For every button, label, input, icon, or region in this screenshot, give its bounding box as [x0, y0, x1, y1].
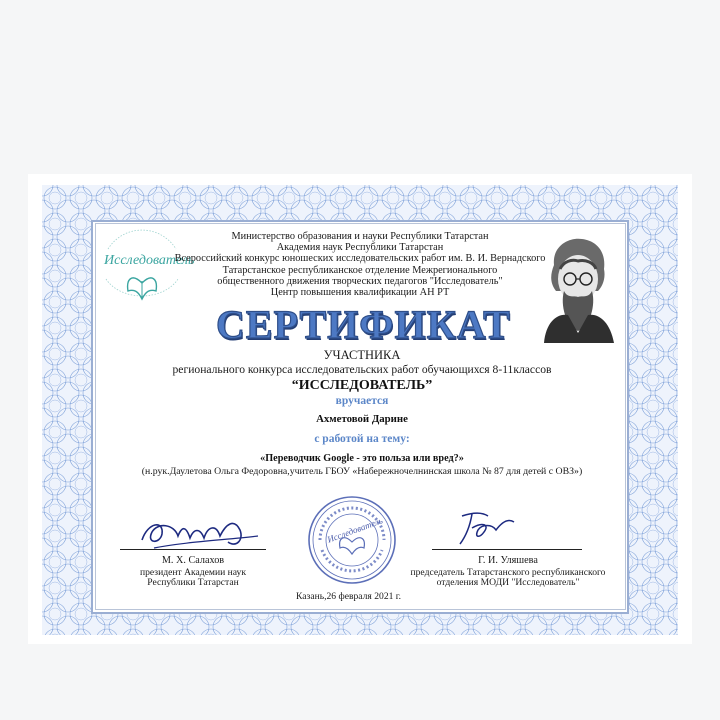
- header-line: Всероссийский конкурс юношеских исследовательских работ им. В. И. Вернадского: [174, 253, 546, 265]
- left-signature-graphic: [134, 510, 264, 554]
- header-line: общественного движения творческих педагогов "Исследователь": [217, 275, 503, 287]
- logo-text: Исследователь: [104, 253, 195, 268]
- supervisor-info: (н.рук.Даулетова Ольга Федоровна,учитель ГБОУ «Набережночелнинская школа № 87 для детей с ОВЗ»): [141, 466, 583, 477]
- header-block: [150, 231, 570, 298]
- participant-label: УЧАСТНИКА: [323, 348, 401, 362]
- header-line: Татарстанское республиканское отделение Межрегионального: [222, 264, 498, 276]
- right-signature-line: [432, 549, 582, 550]
- right-signatory-role: отделения МОДИ "Исследователь": [436, 577, 580, 588]
- left-signatory-role: Республики Татарстан: [147, 577, 239, 588]
- contest-description: регионального конкурса исследовательских работ обучающихся 8-11классов: [172, 363, 552, 376]
- certificate-title: СЕРТИФИКАТ: [216, 302, 511, 347]
- right-signatory-name: Г. И. Уляшева: [478, 555, 538, 566]
- issue-date: Казань,26 февраля 2021 г.: [296, 591, 402, 602]
- left-signatory-name: М. Х. Салахов: [161, 555, 225, 566]
- seal-text: Исследователь: [325, 515, 384, 545]
- contest-name: “ИССЛЕДОВАТЕЛЬ”: [291, 378, 433, 393]
- awarded-label: вручается: [335, 395, 389, 407]
- right-signatory-role: председатель Татарстанского республиканского: [410, 567, 606, 578]
- right-signature-graphic: [452, 508, 522, 550]
- left-signatory-role: президент Академии наук: [139, 567, 247, 578]
- header-line: Министерство образования и науки Республики Татарстан: [231, 231, 489, 242]
- topic-label: с работой на тему:: [314, 433, 410, 445]
- header-line: Академия наук Республики Татарстан: [276, 242, 444, 254]
- header-line: Центр повышения квалификации АН РТ: [270, 287, 450, 299]
- recipient-name: Ахметовой Дарине: [316, 413, 408, 425]
- left-signature-line: [120, 549, 266, 550]
- vernadsky-portrait: [534, 235, 620, 343]
- topic-title: «Переводчик Google - это польза или вред?»: [260, 453, 464, 464]
- official-seal: [306, 494, 398, 586]
